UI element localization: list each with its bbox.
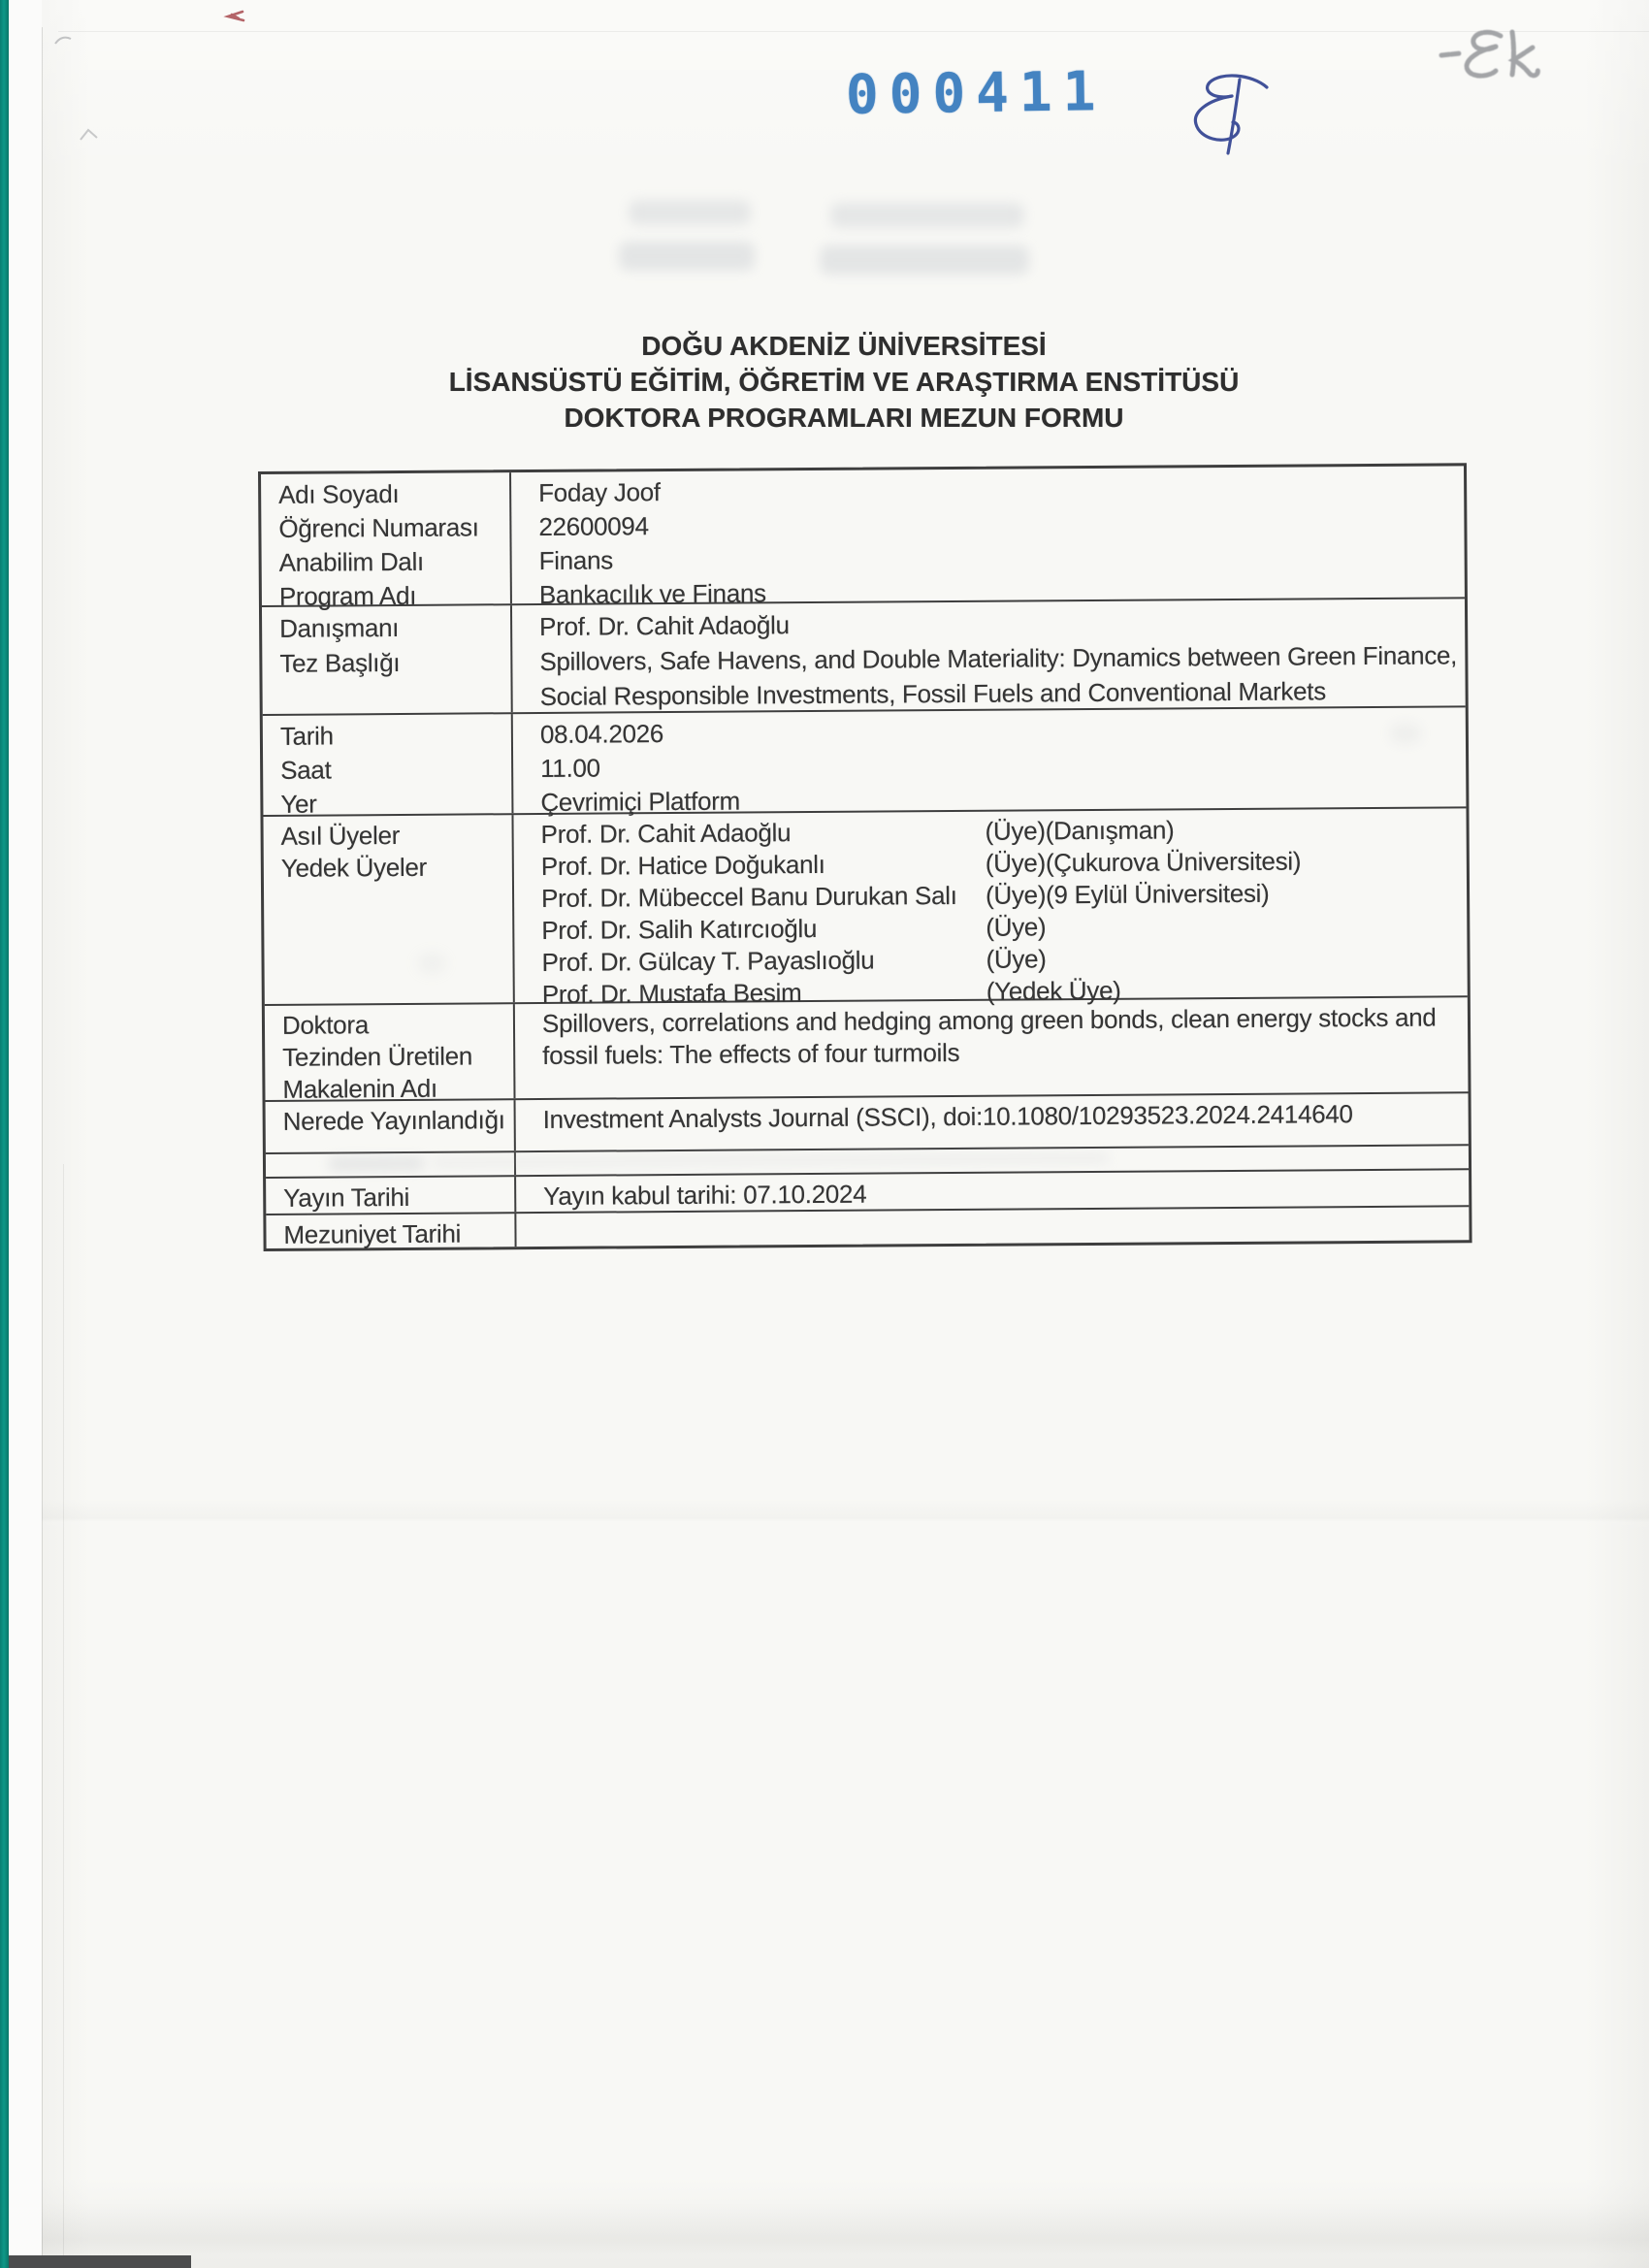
member-name: Prof. Dr. Cahit Adaoğlu xyxy=(540,818,792,849)
graduation-date-label-cell xyxy=(266,1214,516,1248)
member-name: Prof. Dr. Gülcay T. Payaslıoğlu xyxy=(541,945,875,977)
field-label-time: Saat xyxy=(280,755,332,785)
field-label-advisor: Danışmanı xyxy=(279,612,400,643)
field-label-department: Anabilim Dalı xyxy=(278,546,425,577)
scanner-margin xyxy=(9,0,44,2268)
field-label-substitute-members: Yedek Üyeler xyxy=(280,852,428,883)
publication-date-label-cell xyxy=(266,1177,516,1214)
erased-text-smudge xyxy=(820,245,1029,275)
member-note: (Üye)(Çukurova Üniversitesi) xyxy=(985,846,1302,878)
paper-crease xyxy=(42,1499,1649,1538)
member-name: Prof. Dr. Mustafa Besim xyxy=(541,978,802,1009)
erased-smudge xyxy=(328,1156,425,1172)
advisor-thesis-values xyxy=(512,599,1466,712)
member-note: (Üye) xyxy=(986,912,1047,942)
erased-text-smudge xyxy=(830,203,1024,228)
pencil-speck xyxy=(80,128,99,142)
document-number-stamp: 000411 xyxy=(845,60,1107,127)
field-label-student-number: Öğrenci Numarası xyxy=(278,512,479,543)
defense-values xyxy=(513,707,1467,817)
journal-info: Investment Analysts Journal (SSCI), doi:10.1080/10293523.2024.2414640 xyxy=(542,1099,1353,1134)
field-label-publication-date: Yayın Tarihi xyxy=(283,1182,410,1213)
defense-labels xyxy=(263,714,514,819)
field-label-date: Tarih xyxy=(279,721,334,751)
field-label-principal-members: Asıl Üyeler xyxy=(280,820,401,851)
member-note: (Üye)(Danışman) xyxy=(985,815,1175,846)
row-article xyxy=(265,997,1469,1102)
defense-time: 11.00 xyxy=(540,753,600,783)
committee-labels xyxy=(263,815,514,1004)
field-label-published-in: Nerede Yayınlandığı xyxy=(282,1105,505,1136)
defense-date: 08.04.2026 xyxy=(539,719,664,749)
graduation-date-value-cell xyxy=(516,1207,1469,1247)
student-info-values xyxy=(511,466,1465,609)
scanner-gap-shadow xyxy=(9,2255,191,2268)
row-graduation-date xyxy=(266,1207,1469,1248)
erased-text-smudge xyxy=(629,200,751,225)
member-name: Prof. Dr. Hatice Doğukanlı xyxy=(540,849,825,881)
form-name: DOKTORA PROGRAMLARI MEZUN FORMU xyxy=(564,403,1124,433)
field-label-place: Yer xyxy=(280,789,317,819)
article-values xyxy=(515,997,1469,1098)
student-info-labels xyxy=(261,472,512,611)
row-student-info xyxy=(261,466,1465,611)
row-advisor-thesis xyxy=(262,599,1466,716)
article-labels xyxy=(265,1004,516,1104)
red-pen-tick xyxy=(222,8,247,27)
graduation-date-empty-value xyxy=(543,1211,1469,1217)
graduation-form-table xyxy=(258,463,1472,1251)
paper-top-edge xyxy=(58,31,1649,32)
member-note: (Üye) xyxy=(986,944,1047,974)
row-committee xyxy=(263,808,1467,1009)
field-label-article-3: Makalenin Adı xyxy=(282,1073,437,1104)
field-label-article-1: Doktora xyxy=(281,1010,370,1040)
pencil-note-ek xyxy=(1439,25,1560,85)
published-in-value-cell xyxy=(516,1093,1469,1150)
university-name: DOĞU AKDENİZ ÜNİVERSİTESİ xyxy=(641,331,1047,361)
member-name: Prof. Dr. Salih Katırcıoğlu xyxy=(541,913,818,945)
scanner-edge-strip xyxy=(0,0,9,2268)
field-label-program: Program Adı xyxy=(278,580,417,611)
publication-date-value-cell xyxy=(516,1170,1469,1212)
under-sheet-edge xyxy=(63,1164,64,2258)
member-note: (Üye)(9 Eylül Üniversitesi) xyxy=(985,878,1270,910)
field-label-thesis-title: Tez Başlığı xyxy=(279,647,401,678)
student-number: 22600094 xyxy=(538,511,649,541)
paper-crease-bottom xyxy=(42,2202,1649,2255)
publication-acceptance-date: Yayın kabul tarihi: 07.10.2024 xyxy=(543,1179,867,1211)
page-title xyxy=(58,328,1630,436)
member-name: Prof. Dr. Mübeccel Banu Durukan Salı xyxy=(540,880,957,913)
article-title-line1: Spillovers, correlations and hedging among green bonds, clean energy stocks and xyxy=(541,1002,1437,1038)
row-published-in xyxy=(266,1093,1469,1154)
pencil-speck xyxy=(54,35,74,47)
student-name: Foday Joof xyxy=(538,477,661,507)
advisor-name: Prof. Dr. Cahit Adaoğlu xyxy=(539,610,790,641)
field-label-article-2: Tezinden Üretilen xyxy=(282,1041,473,1072)
committee-values xyxy=(513,808,1467,1009)
row-defense-schedule xyxy=(263,707,1467,817)
article-title-line2: fossil fuels: The effects of four turmoils xyxy=(542,1037,960,1070)
handwritten-paraph-signature xyxy=(1180,68,1277,160)
department-value: Finans xyxy=(538,545,614,575)
institute-name: LİSANSÜSTÜ EĞİTİM, ÖĞRETİM VE ARAŞTIRMA ENSTİTÜSÜ xyxy=(448,367,1240,397)
thesis-title-line1: Spillovers, Safe Havens, and Double Materiality: Dynamics between Green Finance, xyxy=(539,640,1458,676)
advisor-thesis-labels xyxy=(262,605,513,714)
field-label-name: Adı Soyadı xyxy=(278,478,400,509)
defense-place: Çevrimiçi Platform xyxy=(540,786,741,817)
program-value: Bankacılık ve Finans xyxy=(538,578,766,609)
published-in-label-cell xyxy=(266,1100,516,1152)
erased-text-smudge xyxy=(619,242,755,271)
field-label-graduation-date: Mezuniyet Tarihi xyxy=(283,1218,462,1249)
thesis-title-line2: Social Responsible Investments, Fossil Fuels and Conventional Markets xyxy=(539,676,1326,711)
member-note: (Yedek Üye) xyxy=(986,975,1121,1006)
paper-left-edge xyxy=(42,27,43,2258)
